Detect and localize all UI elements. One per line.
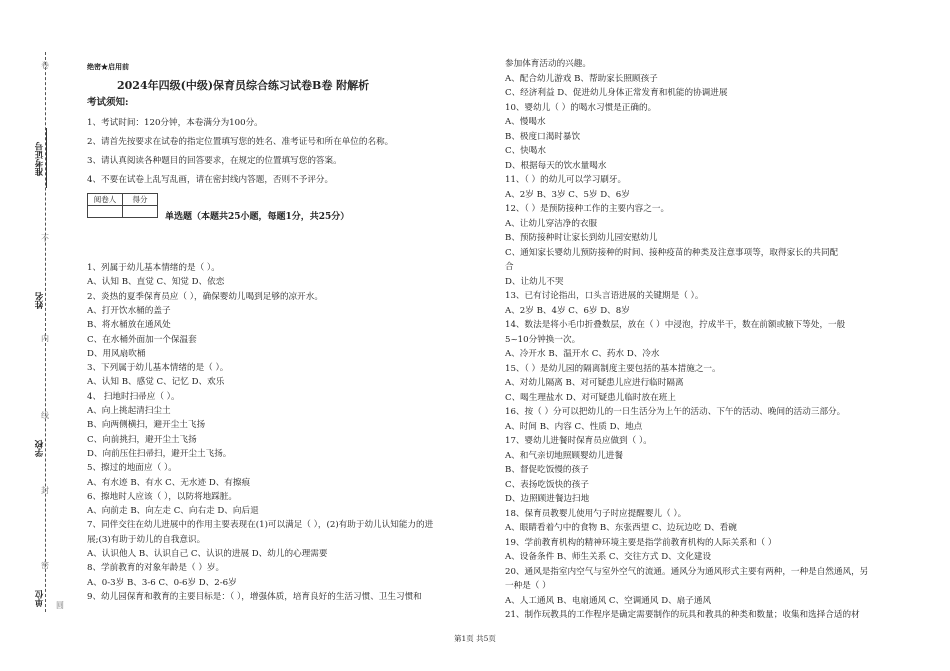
binding-char: 内	[41, 334, 49, 343]
question-line: A、对幼儿隔离 B、对可疑患儿应进行临时隔离	[505, 378, 684, 388]
grader-cell[interactable]	[88, 206, 123, 218]
question-line: 10、婴幼儿（ ）的喝水习惯是正确的。	[505, 102, 657, 113]
score-box	[87, 193, 158, 218]
question-line: 13、已有讨论指出，口头言语进展的关键期是（ ）。	[505, 291, 704, 301]
question-line: A、认知 B、直觉 C、知觉 D、依恋	[87, 277, 225, 288]
notice-item: 2、请首先按要求在试卷的指定位置填写您的姓名、准考证号和所在单位的名称。	[87, 137, 394, 147]
question-line: B、向两侧横扫，避开尘土飞扬	[87, 420, 206, 431]
binding-char: 封	[41, 486, 49, 495]
question-line: 6、擦地时人应该（ ），以防将地踩脏。	[87, 491, 237, 502]
question-line: 合	[505, 262, 514, 272]
exam-number-underline	[46, 128, 47, 188]
question-line: C、通知家长婴幼儿预防接种的时间、接种疫苗的种类及注意事项等，取得家长的共同配	[505, 247, 839, 258]
question-line: C、向前挑扫，避开尘土飞扬	[87, 434, 197, 445]
question-line: C、喝生理盐水 D、对可疑患儿临时放在班上	[505, 392, 676, 403]
question-line: 12、（ ）是预防接种工作的主要内容之一。	[505, 204, 670, 214]
question-line: 11、（ ）的幼儿可以学习刷牙。	[505, 175, 627, 185]
question-line: A、向上挑起清扫尘土	[87, 406, 171, 416]
school-label: 学校	[35, 440, 45, 457]
question-line: 4、 扫地时扫帚应（ ）。	[87, 391, 180, 402]
question-line: A、配合幼儿游戏 B、帮助家长照顾孩子	[505, 73, 658, 84]
question-line: B、预防接种时让家长到幼儿园安慰幼儿	[505, 233, 658, 243]
question-line: 5~10分钟换一次。	[505, 334, 581, 345]
question-line: A、认识他人 B、认识自己 C、认识的进展 D、幼儿的心理需要	[87, 549, 328, 559]
question-line: A、0-3岁 B、3-6 C、0-6岁 D、2-6岁	[87, 577, 237, 588]
question-line: 7、同伴交往在幼儿进展中的作用主要表现在(1)可以满足（ ），(2)有助于幼儿认知能力的进	[87, 520, 434, 531]
question-line: 16、按（ ）分可以把幼儿的一日生活分为上午的活动、下午的活动、晚间的活动三部分。	[505, 407, 846, 417]
question-line: D、让幼儿不哭	[505, 276, 564, 287]
question-line: 9、幼儿园保育和教育的主要目标是：（ ），增强体质，培育良好的生活习惯、卫生习惯和	[87, 591, 422, 602]
question-line: 1、列属于幼儿基本情绪的是（ ）。	[87, 263, 220, 273]
score-cell[interactable]	[123, 206, 158, 218]
notice-heading: 考试须知:	[87, 97, 129, 108]
binding-char: 不	[41, 234, 49, 243]
question-line: 19、学前教育机构的精神环境主要是指学前教育机构的人际关系和（ ）	[505, 537, 777, 548]
question-line: 20、通风是指室内空气与室外空气的流通。通风分为通风形式主要有两种，一种是自然通风，另	[505, 566, 869, 577]
name-label: 姓名	[35, 292, 45, 309]
notice-item: 3、请认真阅读各种题目的回答要求，在规定的位置填写您的答案。	[87, 156, 342, 166]
question-line: A、2岁 B、4岁 C、6岁 D、8岁	[505, 305, 630, 316]
binding-char-top: 卷	[41, 61, 49, 70]
question-line: A、冷开水 B、温开水 C、药水 D、冷水	[505, 349, 660, 359]
question-line: B、督促吃饭慢的孩子	[505, 465, 589, 475]
question-line: A、有水迹 B、有水 C、无水迹 D、有擦痕	[87, 477, 251, 488]
question-line: 展;(3)有助于幼儿的自我意识。	[87, 534, 206, 545]
notice-item: 1、考试时间：120分钟，本卷满分为100分。	[87, 118, 263, 128]
question-line: 参加体育活动的兴趣。	[505, 59, 591, 69]
question-line: B、将水桶放在通风处	[87, 320, 171, 331]
question-line: 15、（ ）是幼儿园的隔离制度主要包括的基本措施之一。	[505, 363, 721, 374]
notice-item: 4、不要在试卷上乱写乱画，请在密封线内答题，否则不予评分。	[87, 175, 334, 185]
question-line: A、人工通风 B、电扇通风 C、空调通风 D、扇子通风	[505, 595, 712, 606]
question-line: 一种是（ ）	[505, 581, 551, 591]
question-line: B、极度口渴时暴饮	[505, 131, 581, 142]
question-line: D、用风扇吹桶	[87, 348, 146, 359]
question-line: 14、数法是将小毛巾折叠数层，放在（ ）中浸泡，拧成半干，数在前额或腋下等处，一般	[505, 320, 846, 330]
question-line: C、表扬吃饭快的孩子	[505, 479, 589, 490]
unit-label: 单位	[35, 590, 45, 607]
secret-mark: 绝密★启用前	[87, 62, 129, 71]
exam-title: 2024年四级(中级)保育员综合练习试卷B卷 附解析	[117, 79, 370, 92]
grader-label: 阅卷人	[88, 194, 123, 206]
binding-char-bottom: 圆	[56, 601, 64, 610]
question-line: A、时间 B、内容 C、性质 D、地点	[505, 421, 643, 432]
question-line: A、眼睛看着勺中的食物 B、东张西望 C、边玩边吃 D、看碗	[505, 523, 737, 533]
question-line: C、快喝水	[505, 146, 546, 156]
question-line: D、根据每天的饮水量喝水	[505, 160, 607, 171]
question-line: A、设备条件 B、师生关系 C、交往方式 D、文化建设	[505, 552, 712, 562]
question-line: A、认知 B、感觉 C、记忆 D、欢乐	[87, 377, 225, 388]
question-line: A、慢喝水	[505, 117, 546, 127]
question-line: C、经济利益 D、促进幼儿身体正常发育和机能的协调进展	[505, 88, 728, 98]
exam-number-label: 准考证号	[35, 142, 45, 176]
question-line: 17、婴幼儿进餐时保育员应做到（ ）。	[505, 436, 652, 446]
section-title: 单选题（本题共25小题，每题1分，共25分）	[165, 212, 350, 222]
question-line: 2、炎热的夏季保育员应（ ），确保婴幼儿喝到足够的凉开水。	[87, 291, 323, 302]
question-line: A、打开饮水桶的盖子	[87, 305, 171, 316]
question-line: A、向前走 B、向左走 C、向右走 D、向后退	[87, 506, 259, 517]
score-label: 得分	[123, 194, 158, 206]
question-line: 5、擦过的地面应（ ）。	[87, 463, 177, 474]
question-line: D、边照顾进餐边扫地	[505, 494, 590, 504]
binding-char: 线	[41, 411, 49, 420]
binding-char: 密	[41, 561, 49, 570]
question-line: 21、制作玩教具的工作程序是确定需要制作的玩具和教具的种类和数量；收集和选择合适的材	[505, 610, 860, 620]
question-line: 18、保育员教婴儿使用勺子时应提醒婴儿（ ）。	[505, 508, 687, 519]
question-line: C、在水桶外面加一个保温套	[87, 334, 197, 345]
question-line: 8、学前教育的对象年龄是（ ）岁。	[87, 563, 225, 574]
question-line: A、让幼儿穿洁净的衣服	[505, 218, 598, 229]
question-line: 3、下列属于幼儿基本情绪的是（ ）。	[87, 363, 229, 374]
page-footer: 第1页 共5页	[454, 634, 496, 643]
question-line: A、2岁 B、3岁 C、5岁 D、6岁	[505, 189, 630, 200]
question-line: D、向前压住扫帚扫，避开尘土飞扬。	[87, 448, 232, 459]
question-line: A、和气亲切地照顾婴幼儿进餐	[505, 450, 623, 461]
